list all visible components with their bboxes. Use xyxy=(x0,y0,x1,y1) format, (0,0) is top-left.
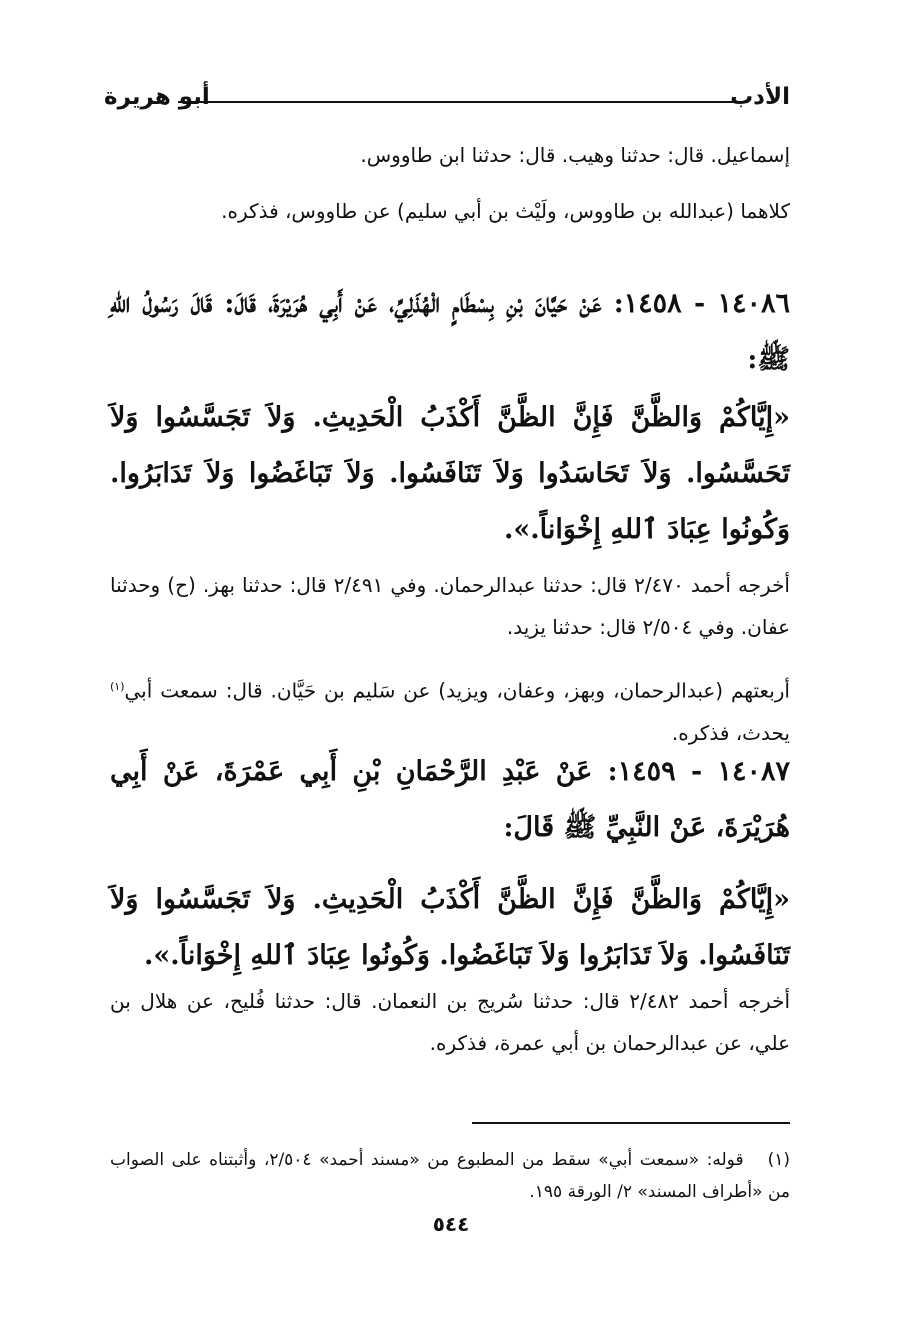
chain-continuation: إسماعيل. قال: حدثنا وهيب. قال: حدثنا ابن طاووس. xyxy=(360,143,790,167)
hadith-heading-14087: ١٤٠٨٧ - ١٤٥٩: عَنْ عَبْدِ الرَّحْمَانِ بْنِ أَبِي عَمْرَةَ، عَنْ أَبِي هُرَيْرَةَ، عَنْ النَّبِيِّ ﷺ قَالَ: xyxy=(110,756,790,843)
footnote-rule xyxy=(472,1122,790,1124)
takhrij-14086: أخرجه أحمد ٢/٤٧٠ قال: حدثنا عبدالرحمان. وفي ٢/٤٩١ قال: حدثنا بهز. (ح) وحدثنا عفان. وفي ٢/٥٠٤ قال: حدثنا يزيد. xyxy=(110,573,790,639)
hadith-text-14087: «إِيَّاكُمْ وَالظَّنَّ فَإِنَّ الظَّنَّ أَكْذَبُ الْحَدِيثِ. وَلاَ تَجَسَّسُوا وَلاَ تَنَافَسُوا. وَلاَ تَدَابَرُوا وَلاَ تَبَاغَضُوا. وَكُونُوا عِبَادَ ٱللهِ إِخْوَاناً.». xyxy=(110,884,790,971)
chain-summary: كلاهما (عبدالله بن طاووس، ولَيْث بن أبي سليم) عن طاووس، فذكره. xyxy=(221,199,790,223)
chain-text-end: يحدث، فذكره. xyxy=(671,720,790,745)
footnote-number: (١) xyxy=(767,1150,790,1170)
header-rule xyxy=(178,101,748,103)
hadith-heading-14086: ١٤٠٨٦ - ١٤٥٨: عَنْ حَيَّانَ بْنِ بِسْطَامٍ الْهُذَلِيِّ، عَنْ أَبِي هُرَيْرَةَ، قَالَ: قَالَ رَسُولُ اللهِ ﷺ: xyxy=(110,288,790,375)
hadith-text-14086: «إِيَّاكُمْ وَالظَّنَّ فَإِنَّ الظَّنَّ أَكْذَبُ الْحَدِيثِ. وَلاَ تَجَسَّسُوا وَلاَ تَحَسَّسُوا. وَلاَ تَحَاسَدُوا وَلاَ تَنَافَسُوا. وَلاَ تَبَاغَضُوا وَلاَ تَدَابَرُوا. وَكُونُوا عِبَادَ ٱللهِ إِخْوَاناً.». xyxy=(110,402,790,545)
footnote-reference: (١) xyxy=(110,680,125,693)
chain-summary-14086 xyxy=(110,666,790,754)
running-header-title: الأدب xyxy=(730,84,790,110)
footnote-text: قوله: «سمعت أبي» سقط من المطبوع من «مسند أحمد» ٢/٥٠٤، وأثبتناه على الصواب من «أطراف المسند» ٢/ الورقة ١٩٥. xyxy=(110,1150,790,1202)
chain-text: أربعتهم (عبدالرحمان، وبهز، وعفان، ويزيد) عن سَليم بن حَيَّان. قال: سمعت أبي xyxy=(124,678,790,703)
takhrij-14087: أخرجه أحمد ٢/٤٨٢ قال: حدثنا سُريج بن النعمان. قال: حدثنا فُليح، عن هلال بن علي، عن عبدالرحمان بن أبي عمرة، فذكره. xyxy=(110,989,790,1055)
page-number: ٥٤٤ xyxy=(432,1212,470,1236)
footnote xyxy=(110,1144,790,1208)
running-header-narrator: أبو هريرة xyxy=(104,84,210,110)
